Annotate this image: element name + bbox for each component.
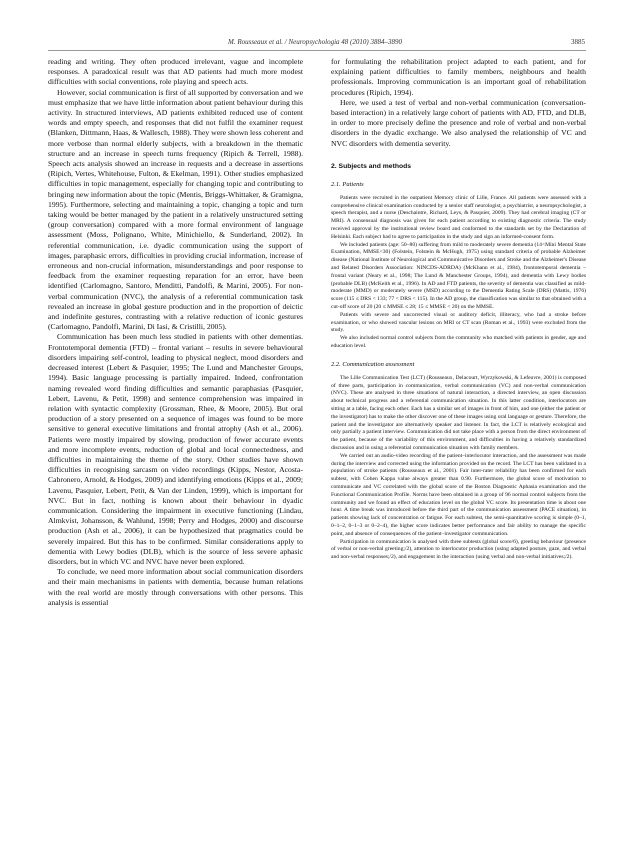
small-paragraph: We carried out an audio-video recording of the patient–interlocutor interaction, and the assessment was made during the interview and corrected using the information provided on the record. The LCT has been validated in a population of stroke patients (Rousseaux et al., 2001). Fair inter-rater reliability has been confirmed for each subtest, with Cohen Kappa value always greater than 0.90. Furthermore, the global score of motivation to communicate and VC correlated with the global score of the Boston Diagnostic Aphasia examination and the Functional Communication Profile. Norms have been obtained in a group of 96 normal control subjects from the community and we found an effect of education level on the global VC score. Its presentation time is about one hour. A time break was introduced before the third part of the communication assessment (PACE situation), in patients showing lack of concentration or fatigue. For each subtest, the semi-quantitative scoring is simple (0–1, 0–1–2, 0–1–3 or 0–2–4), the higher score indicates better performance and fair ability to manage the specific point, and absence of consequences of the patient–investigator communication. — [331, 452, 586, 537]
section-heading: 2. Subjects and methods — [331, 162, 412, 170]
page-number: 3885 — [571, 38, 585, 46]
body-paragraph: To conclude, we need more information about social communication disorders and their main mechanisms in patients with dementia, because human relations with the real world are mostly through conversations with other persons. This analysis is essential — [48, 567, 303, 607]
header-rule — [48, 50, 586, 51]
left-column — [48, 57, 303, 608]
body-paragraph: However, social communication is first of all supported by conversation and we must emphasize that we have little information about patient behaviour during this activity. In structured interviews, AD patients exhibited reduced use of content words and empty speech, and responses that did not fulfil the examiner request (Blanken, Dittmann, Haas, & Wallesch, 1988). They were shown less coherent and more verbose than normal elderly subjects, with a breakdown in the thematic structure and an increase in speech turns frequency (Ripich & Terrell, 1988). Speech acts analysis showed an increase in requests and a decrease in assertions (Ripich, Vertes, Whitehouse, Fulton, & Ekelman, 1991). Other studies emphasized difficulties in topic management, especially for changing topic and contributing to bringing new information about the topic (Mentis, Briggs-Whittaker, & Gramigna, 1995). Furthermore, selecting and maintaining a topic, changing a topic and turn taking would be better managed by the patient in a relatively unstructured setting (group conversation) compared with a more formal environment of language assessment (Moss, Polignano, White, Minichiello, & Sunderland, 2002). In referential communication, i.e. dyadic communication using the support of images, paraphasic errors, difficulties in providing crucial information, increase of erroneous and non-crucial information, misunderstandings and poor response to feedback from the examiner requesting reparation for an error, have been identified (Carlomagno, Santoro, Menditti, Pandolfi, & Marini, 2005). For non-verbal communication (NVC), the analysis of a referential communication task revealed an increase in global gesture production and in the proportion of deictic and indefinite gestures, contrasting with a relative reduction of iconic gestures (Carlomagno, Pandolfi, Marini, Di Iasi, & Cristilli, 2005). — [48, 87, 303, 332]
body-paragraph: for formulating the rehabilitation project adapted to each patient, and for explaining patient difficulties to family members, neighbours and health professionals. Improving communication is an important goal of rehabilitation procedures (Ripich, 1994). — [331, 57, 586, 97]
subsection-heading: 2.1. Patients — [331, 180, 364, 188]
body-paragraph: Communication has been much less studied in patients with other dementias. Frontotemporal dementia (FTD) – frontal variant – results in severe behavioural disorders impairing self-control, leading to physical neglect, mood disorders and decreased interest (Lebert & Pasquier, 1995; The Lund and Manchester Groups, 1994). Basic language processing is partially impaired. Indeed, confrontation naming revealed word finding difficulties and semantic paraphasias (Pasquier, Lebert, Lavenu, & Petit, 1998) and sentence comprehension was impaired in relation with syntactic complexity (Grossman, Rhee, & Moore, 2005). But oral production of a story presented on a sequence of images was found to be more sensitive to general executive limitations and frontal atrophy (Ash et al., 2006). Patients were mostly impaired by slowing, production of fewer accurate events and more incomplete events, reduction of global and local connectedness, and difficulties in maintaining the theme of the story. Other studies have shown difficulties in recognising sarcasm on video recordings (Kipps, Nestor, Acosta-Cabronero, Arnold, & Hodges, 2009) and identifying emotions (Kipps et al., 2009; Lavenu, Pasquier, Lebert, Petit, & Van der Linden, 1999), which is important for NVC. But in fact, nothing is known about their behaviour in dyadic communication. Considering the impairment in executive functioning (Lindau, Almkvist, Johansson, & Wahlund, 1998; Perry and Hodges, 2000) and discourse production (Ash et al., 2006), it can be hypothesized that pragmatics could be severely impaired. But this has to be confirmed. Similar considerations apply to dementia with Lewy bodies (DLB), which is the source of less severe aphasic disorders, but in which VC and NVC have never been explored. — [48, 332, 303, 566]
journal-citation: M. Rousseaux et al. / Neuropsychologia 48 (2010) 3884–3890 — [228, 38, 402, 46]
right-column — [331, 57, 586, 562]
small-paragraph: We included patients (age: 50–80) suffering from mild to moderately severe dementia (14<Mini Mental State Examination, MMSE<30) (Folstein, Folstein & McHugh, 1975) using standard criteria of probable Alzheimer disease (National Institute of Neurological and Communicative Disorders and Stroke and the Alzheimer's Disease and Related Disorders Association: NINCDS-ADRDA) (McKhann et al., 1984), frontotemporal dementia – frontal variant (Neary et al., 1998; The Lund & Manchester Groups, 1994), and dementia with Lewy bodies (probable DLB) (McKeith et al., 1996). In AD and FTD patients, the severity of dementia was classified as mild-moderate (MMD) or moderately severe (MSD) according to the Dementia Rating Scale (DRS) (Mattis, 1976) score (115 ≤ DRS < 133; 77 < DRS < 115). In the AD group, the classification was similar to that obtained with a cut-off score of 20 (20 ≤ MMSE ≤ 28; 15 ≤ MMSE < 20) on the MMSE. — [331, 241, 586, 310]
body-paragraph: reading and writing. They often produced irrelevant, vague and incomplete responses. A paradoxical result was that AD patients had much more modest difficulties with social conventions, role playing and speech acts. — [48, 57, 303, 87]
subsection-heading: 2.2. Communication assessment — [331, 360, 415, 368]
small-paragraph: The Lille Communication Test (LCT) (Rousseaux, Delacourt, Wyrzykowski, & Lefeuvre, 2001) is composed of three parts, participation in communication, verbal communication (VC) and non-verbal communication (NVC). These are analysed in three situations of natural interaction, a directed interview, an open discussion about technical progress and a referential communication situation. In this latter condition, interlocutors are sitting at a table, facing each other. Each has a similar set of images in front of him, and one (either the patient or the investigator) has to make the other discover one of these images using oral language or gesture. Therefore, the patient and the investigator are alternatively speaker and listener. In fact, the LCT is relatively ecological and only partially a patient interview. Communication did not take place with a person from the direct environment of the patient, because of the variability of this environment, and difficulties in having a relatively standardized discussion and in using a referential communication situation with family members. — [331, 374, 586, 451]
small-paragraph: Patients were recruited in the outpatient Memory clinic of Lille, France. All patients were assessed with a comprehensive clinical examination conducted by a senior staff neurologist, a psychiatrist, a neuropsychologist, a speech therapist, and a nurse (Deschaintre, Richard, Leys, & Pasquier, 2009). They had cerebral imaging (CT or MRI). A consensual diagnosis was given for each patient according to existing diagnostic criteria. The study received approval by the institutional review board and conformed to the standards set by the Declaration of Helsinki. Each subject had to agree to participation in the study and sign an informed-consent form. — [331, 194, 586, 240]
small-paragraph: Participation in communication is analysed with three subtests (global score/6), greeting behaviour (presence of verbal or non-verbal greeting;/2), attention to interlocutor production (using adapted posture, gaze, and verbal and non-verbal responses;/2), and engagement in the interaction (using verbal and non-verbal initiatives;/2). — [331, 538, 586, 561]
body-paragraph: Here, we used a test of verbal and non-verbal communication (conversation-based interaction) in a relatively large cohort of patients with AD, FTD, and DLB, in order to more precisely define the presence and role of verbal and non-verbal disorders in the dyadic exchange. We also analysed the relationship of VC and NVC disorders with dementia severity. — [331, 97, 586, 148]
small-paragraph: We also included normal control subjects from the community who matched with patients in gender, age and education level. — [331, 335, 586, 349]
small-paragraph: Patients with severe and uncorrected visual or auditory deficit, illiteracy, who had a stroke before examination, or who showed vascular lesions on MRI or CT scan (Roman et al., 1993) were excluded from the study. — [331, 311, 586, 334]
